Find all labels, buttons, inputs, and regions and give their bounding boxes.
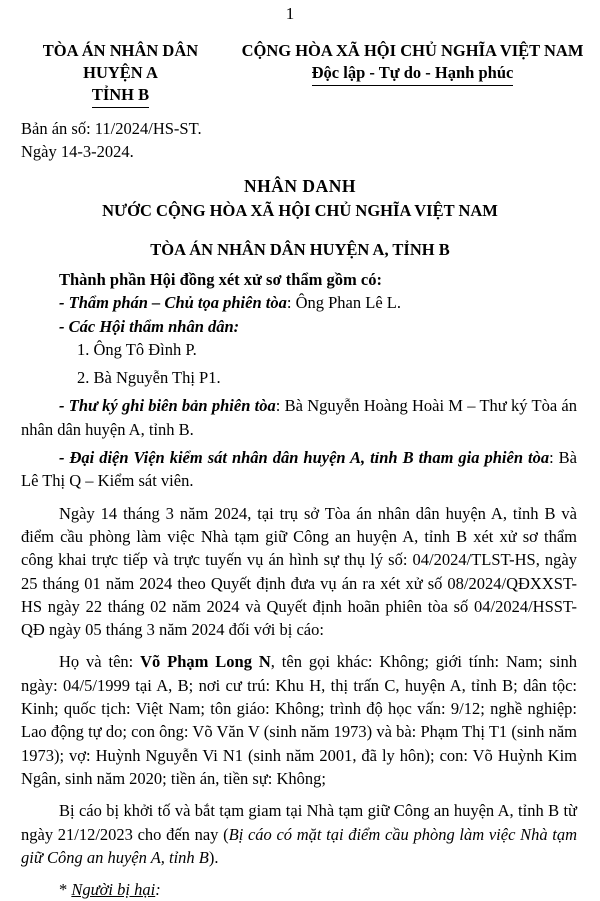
- panel-heading: Thành phần Hội đồng xét xử sơ thẩm gồm có:: [59, 270, 382, 289]
- court-clerk: [21, 394, 577, 441]
- court-clerk-label: - Thư ký ghi biên bản phiên tòa: [59, 396, 276, 416]
- court-clerk-value: : Bà Nguyễn Hoàng Hoài M – Thư ký Tòa án nhân dân huyện A, tỉnh B.: [21, 396, 577, 439]
- defendant-name: Võ Phạm Long N: [140, 652, 271, 672]
- detention-italic: Bị cáo có mặt tại điểm cầu phòng làm việc Nhà tạm giữ Công an huyện A, tỉnh B: [21, 824, 577, 867]
- procurator-value: : Bà Lê Thị Q – Kiểm sát viên.: [21, 448, 577, 491]
- hearing-paragraph: Ngày 14 tháng 3 năm 2024, tại trụ sở Tòa án nhân dân huyện A, tỉnh B và điểm cầu phòng làm việc Nhà tạm giữ Công an huyện A, tỉnh B xét xử sơ thẩm công khai trực tiếp và trực tuyến vụ án hình sự thụ lý số: 04/2024/TLST-HS, ngày 25 tháng 01 năm 2024 theo Quyết định đưa vụ án ra xét xử số 08/2024/QĐXXST-HS ngày 22 tháng 02 năm 2024 và Quyết định hoãn phiên tòa số 04/2024/HSST-QĐ ngày 05 tháng 3 năm 2024 đối với bị cáo:: [21, 503, 577, 640]
- nation-title: CỘNG HÒA XÃ HỘI CHỦ NGHĨA VIỆT NAM: [241, 41, 584, 60]
- juror-item: 2. Bà Nguyễn Thị P1.: [77, 368, 221, 388]
- detention-main: Bị cáo bị khởi tố và bắt tạm giam tại Nhà tạm giữ Công an huyện A, tỉnh B từ ngày 21/12/2023 cho đến nay (: [21, 801, 577, 844]
- court-name-line1: TÒA ÁN NHÂN DÂN: [42, 41, 199, 60]
- case-date: Ngày 14-3-2024.: [21, 142, 134, 161]
- page-number: 1: [285, 4, 295, 23]
- defendant-prefix: Họ và tên:: [59, 652, 141, 672]
- presiding-judge-label: - Thẩm phán – Chủ tọa phiên tòa: [59, 293, 287, 313]
- nation-header: [225, 40, 600, 86]
- case-info: [21, 117, 202, 163]
- court-name-line3: TỈNH B: [92, 84, 149, 108]
- victim-colon: :: [155, 880, 161, 900]
- detention-paragraph: [21, 799, 577, 869]
- title-republic: NƯỚC CỘNG HÒA XÃ HỘI CHỦ NGHĨA VIỆT NAM: [102, 201, 498, 220]
- detention-end: ).: [208, 847, 219, 867]
- victim-heading: [21, 878, 577, 901]
- court-header: [18, 40, 223, 108]
- judgment-body: [21, 268, 577, 901]
- nation-motto: Độc lập - Tự do - Hạnh phúc: [312, 62, 514, 86]
- jurors-label: - Các Hội thẩm nhân dân:: [59, 316, 240, 336]
- presiding-judge-value: : Ông Phan Lê L.: [286, 293, 401, 313]
- juror-item: 1. Ông Tô Đình P.: [77, 339, 197, 359]
- court-name-line2: HUYỆN A: [83, 63, 158, 82]
- title-in-the-name: NHÂN DANH: [244, 176, 356, 196]
- victim-label: Người bị hại: [71, 880, 156, 900]
- victim-star: *: [59, 880, 72, 900]
- title-court: TÒA ÁN NHÂN DÂN HUYỆN A, TỈNH B: [150, 240, 450, 259]
- defendant-details: , tên gọi khác: Không; giới tính: Nam; sinh ngày: 04/5/1999 tại A, B; nơi cư trú: Khu H, thị trấn C, huyện A, tỉnh B; dân tộc: Kinh; quốc tịch: Việt Nam; tôn giáo: Không; trình độ học vấn: 9/12; nghề nghiệp: Lao động tự do; con ông: Võ Văn V (sinh năm 1973) và bà: Phạm Thị T1 (sinh năm 1973); vợ: Huỳnh Nguyễn Vi N1 (sinh năm 2001, đã ly hôn); con: Võ Huỳnh Kim Ngân, sinh năm 2020; tiền án, tiền sự: Không;: [21, 652, 577, 788]
- defendant-paragraph: [21, 650, 577, 790]
- case-number: Bản án số: 11/2024/HS-ST.: [21, 119, 202, 138]
- procurator: [21, 446, 577, 493]
- presiding-judge: [21, 291, 577, 314]
- procurator-label: - Đại diện Viện kiểm sát nhân dân huyện A, tỉnh B tham gia phiên tòa: [59, 448, 550, 468]
